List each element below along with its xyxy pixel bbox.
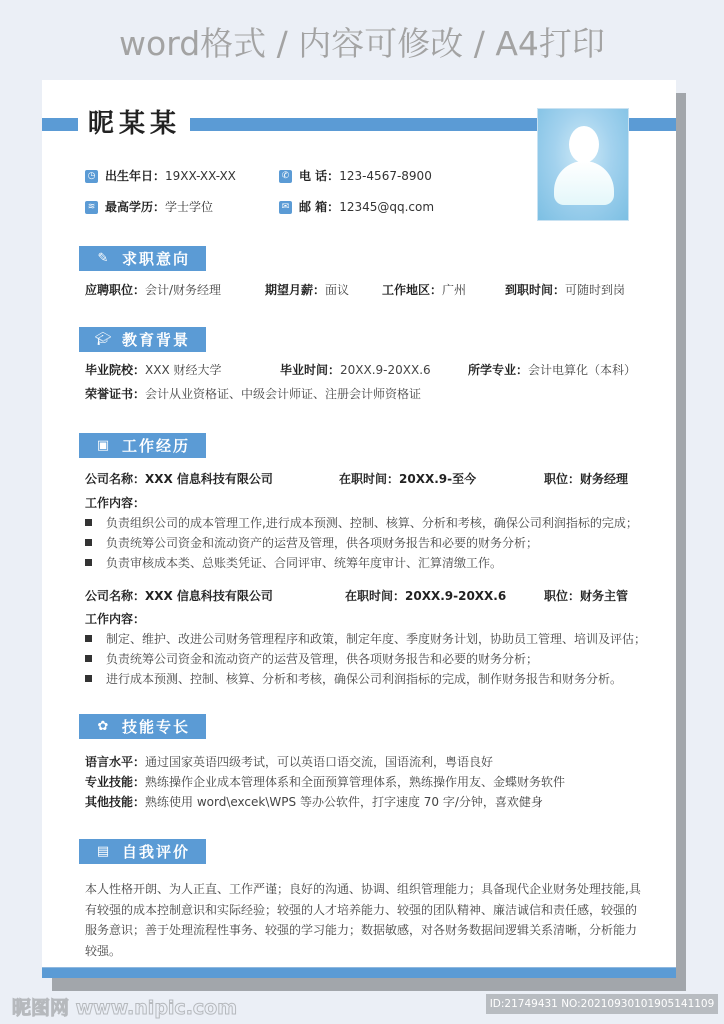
watermark-logo: 昵图网 www.nipic.com: [12, 997, 238, 1019]
section-header-skills: [79, 714, 206, 739]
field-position: [85, 282, 221, 298]
info-label: 电 话：: [299, 169, 340, 183]
info-label: 出生年日：: [105, 169, 166, 183]
job-company: 公司名称：XXX 信息科技有限公司: [85, 472, 273, 486]
bullet-square-icon: [85, 559, 92, 566]
field-value: XXX 财经大学: [145, 363, 222, 377]
avatar-body: [554, 161, 614, 205]
info-degree: [85, 199, 213, 215]
field-label: 毕业院校：: [85, 363, 146, 377]
job-duty: 负责统筹公司资金和流动资产的运营及管理，供各项财务报告和必要的财务分析；: [85, 535, 538, 551]
field-value: 广州: [442, 283, 467, 297]
banner-text: word格式 / 内容可修改 / A4打印: [119, 24, 605, 63]
field-language: [85, 754, 493, 770]
job-period: 在职时间：20XX.9-至今: [339, 472, 477, 486]
info-value: 12345@qq.com: [339, 200, 435, 214]
job-duty: 负责组织公司的成本管理工作,进行成本预测、控制、核算、分析和考核，确保公司利润指标的完成；: [85, 515, 638, 531]
phone-icon: ✆: [279, 170, 292, 183]
field-value: 通过国家英语四级考试，可以英语口语交流，国语流利，粤语良好: [145, 755, 494, 769]
info-phone: [279, 168, 432, 184]
field-label: 专业技能：: [85, 775, 146, 789]
field-label: 到职时间：: [505, 283, 566, 297]
section-header-self-eval: [79, 839, 206, 864]
bullet-square-icon: [85, 675, 92, 682]
info-value: 学士学位: [165, 200, 214, 214]
field-major: [468, 362, 636, 378]
field-value: 会计电算化（本科）: [528, 363, 637, 377]
bottom-bar: [42, 967, 676, 978]
field-label: 语言水平：: [85, 755, 146, 769]
field-value: 20XX.9-20XX.6: [340, 363, 431, 377]
field-label: 荣誉证书：: [85, 387, 146, 401]
info-value: 19XX-XX-XX: [165, 169, 236, 183]
section-title: 教育背景: [122, 331, 191, 349]
info-label: 最高学历：: [105, 200, 166, 214]
field-value: 会计从业资格证、中级会计师证、注册会计师资格证: [145, 387, 422, 401]
section-header-education: [79, 327, 206, 352]
info-label: 邮 箱：: [299, 200, 340, 214]
graduation-icon: ≋: [85, 201, 98, 214]
field-label: 毕业时间：: [280, 363, 341, 377]
info-birthdate: [85, 168, 236, 184]
job-duty: 负责统筹公司资金和流动资产的运营及管理，供各项财务报告和必要的财务分析；: [85, 651, 538, 667]
section-title: 工作经历: [122, 437, 191, 455]
edit-icon: ✎: [97, 251, 109, 266]
field-value: 熟练使用 word\excek\WPS 等办公软件，打字速度 70 字/分钟，喜欢健身: [145, 795, 543, 809]
field-label: 所学专业：: [468, 363, 529, 377]
info-email: [279, 199, 434, 215]
briefcase-icon: ▣: [96, 438, 110, 453]
job-duty: 进行成本预测、控制、核算、分析和考核，确保公司利润指标的完成，制作财务报告和财务分析。: [85, 671, 622, 687]
field-value: 面议: [325, 283, 350, 297]
mail-icon: ✉: [279, 201, 292, 214]
section-title: 自我评价: [122, 843, 191, 861]
section-title: 技能专长: [122, 718, 191, 736]
field-value: 可随时到岗: [565, 283, 626, 297]
field-value: 熟练操作企业成本管理体系和全面预算管理体系，熟练操作用友、金蝶财务软件: [145, 775, 566, 789]
field-certificates: [85, 386, 421, 402]
watermark-id: ID:21749431 NO:20210930101905141109: [486, 994, 718, 1014]
job-duty: 制定、维护、改进公司财务管理程序和政策，制定年度、季度财务计划，协助员工管理、培训及评估；: [85, 631, 646, 647]
avatar-photo: [537, 108, 629, 221]
notebook-icon: ▤: [96, 844, 110, 859]
field-graduation: [280, 362, 431, 378]
job-duty: 负责审核成本类、总账类凭证、合同评审、统筹年度审计、汇算清缴工作。: [85, 555, 502, 571]
avatar-head: [569, 126, 599, 163]
section-title: 求职意向: [122, 250, 191, 268]
info-value: 123-4567-8900: [339, 169, 432, 183]
field-label: 其他技能：: [85, 795, 146, 809]
name-bar-left: [42, 118, 78, 131]
section-header-experience: [79, 433, 206, 458]
field-other-skills: [85, 794, 543, 810]
field-value: 会计/财务经理: [145, 283, 222, 297]
resume-page: [42, 80, 676, 978]
job-position: 职位：财务经理: [544, 472, 629, 486]
job-company: 公司名称：XXX 信息科技有限公司: [85, 589, 273, 603]
gear-icon: ✿: [97, 719, 109, 734]
field-label: 期望月薪：: [265, 283, 326, 297]
bullet-square-icon: [85, 519, 92, 526]
resume-name: 昵某某: [88, 109, 182, 139]
section-header-intent: [79, 246, 206, 271]
field-salary: [265, 282, 349, 298]
field-label: 工作地区：: [382, 283, 443, 297]
graduation-cap-icon: 🎓︎: [94, 332, 112, 347]
job-content-label: 工作内容：: [85, 496, 146, 510]
field-start-time: [505, 282, 625, 298]
bullet-square-icon: [85, 655, 92, 662]
bullet-square-icon: [85, 539, 92, 546]
field-label: 应聘职位：: [85, 283, 146, 297]
clock-icon: ◷: [85, 170, 98, 183]
field-school: [85, 362, 222, 378]
job-period: 在职时间：20XX.9-20XX.6: [345, 589, 507, 603]
field-location: [382, 282, 466, 298]
job-position: 职位：财务主管: [544, 589, 629, 603]
self-eval-text: 本人性格开朗、为人正直、工作严谨；良好的沟通、协调、组织管理能力；具备现代企业财务处理技能,具有较强的成本控制意识和实际经验；较强的人才培养能力、较强的团队精神、廉洁诚信和责任感，较强的服务意识；善于处理流程性事务、较强的学习能力；数据敏感，对各财务数据间逻辑关系清晰，分析能力较强。: [85, 882, 641, 958]
field-professional: [85, 774, 565, 790]
job-content-label: 工作内容：: [85, 612, 146, 626]
bullet-square-icon: [85, 635, 92, 642]
